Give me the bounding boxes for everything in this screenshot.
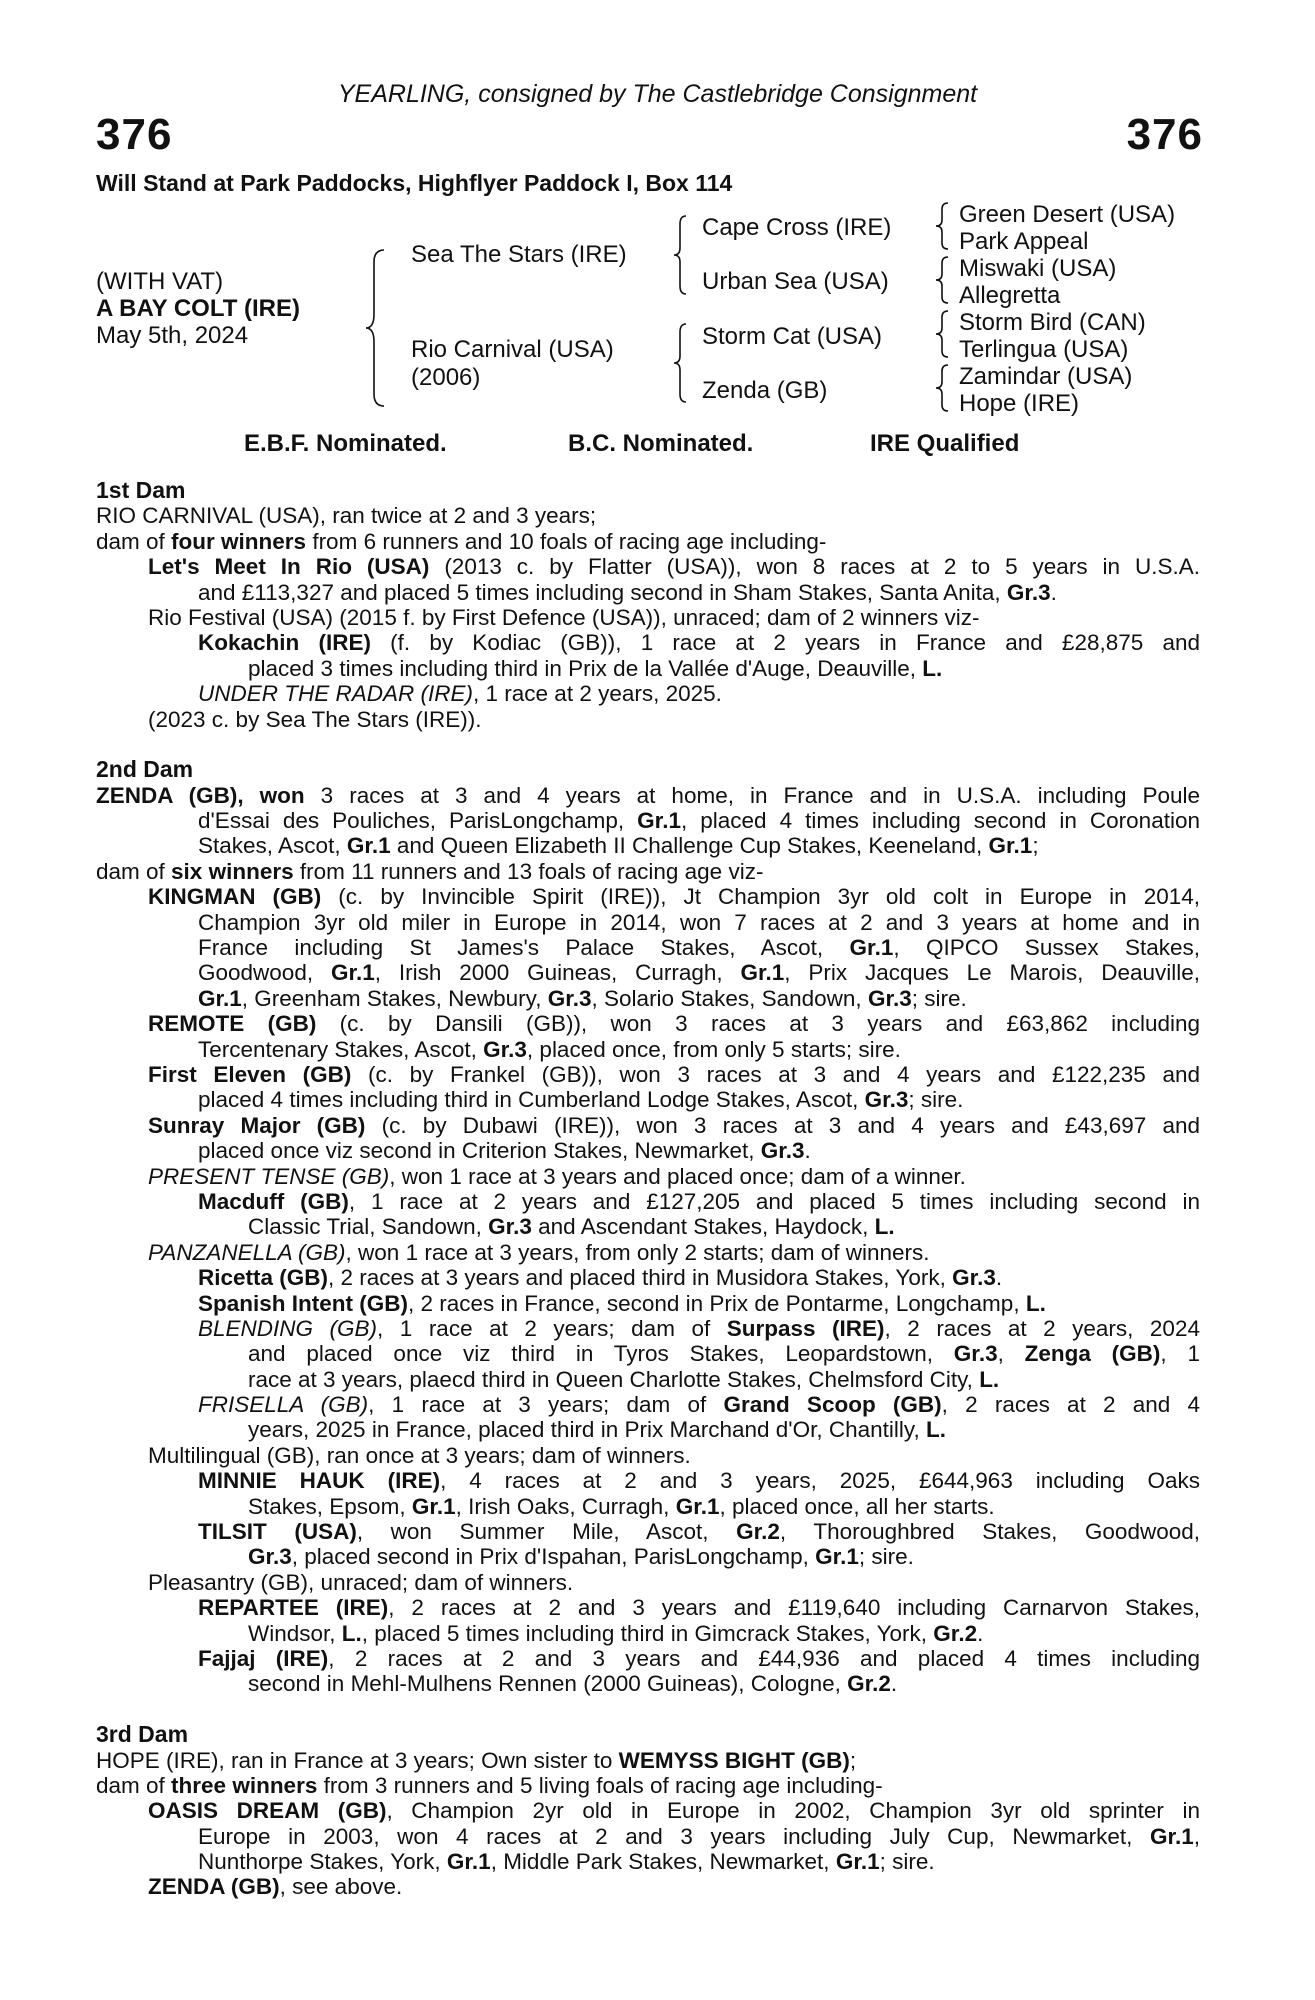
horse-name: A BAY COLT (IRE) (96, 295, 301, 322)
record-text: Nunthorpe Stakes, York, (198, 1849, 447, 1875)
record-text: Gr.3 (867, 985, 912, 1011)
record-text: , Middle Park Stakes, Newmarket, (490, 1849, 836, 1875)
record-text: WEMYSS BIGHT (GB) (618, 1747, 850, 1773)
record-text: REMOTE (GB) (148, 1011, 317, 1037)
record-text: , won 1 race at 3 years, from only 2 starts; dam of winners. (345, 1239, 930, 1265)
record-line (96, 1087, 1200, 1112)
record-text: , Champion 2yr old in Europe in 2002, Champion 3yr old sprinter in (386, 1798, 1200, 1824)
record-line (96, 529, 1200, 554)
record-text: Gr.3 (760, 1138, 805, 1164)
record-text: placed 3 times including third in Prix de la Vallée d'Auge, Deauville, (248, 655, 923, 681)
record-text: L. (922, 655, 943, 681)
record-text: L. (341, 1620, 362, 1646)
record-line (96, 1874, 1200, 1899)
record-text: , placed once, from only 5 starts; sire. (526, 1036, 901, 1062)
record-line (96, 605, 1200, 630)
record-line (96, 656, 1200, 681)
record-text: Ricetta (GB) (198, 1265, 329, 1291)
record-text: Grand Scoop (GB) (723, 1392, 942, 1418)
record-text: L. (1025, 1290, 1046, 1316)
ire-qualification: IRE Qualified (870, 430, 1020, 457)
record-text: France including St James's Palace Stakes, Ascot, (198, 935, 850, 961)
record-text: Gr.1 (446, 1849, 491, 1875)
record-text: Champion 3yr old miler in Europe in 2014, won 7 races at 2 and 3 years at home and in (198, 909, 1200, 935)
record-text: , 2 races at 2 years, 2024 (884, 1315, 1200, 1341)
record-text: , 2 races at 2 and 3 years and £119,640 including Carnarvon Stakes, (388, 1595, 1200, 1621)
record-text: d'Essai des Pouliches, ParisLongchamp, (198, 808, 638, 834)
produce-record (96, 478, 1200, 1900)
record-text: Tercentenary Stakes, Ascot, (198, 1036, 484, 1062)
record-text: Spanish Intent (GB) (198, 1290, 408, 1316)
record-text: Zenga (GB) (1024, 1341, 1161, 1367)
record-line (96, 580, 1200, 605)
record-text: (c. by Invincible Spirit (IRE)), Jt Champion 3yr old colt in Europe in 2014, (321, 884, 1200, 910)
record-text: First Eleven (GB) (148, 1061, 352, 1087)
record-line (96, 1291, 1200, 1316)
record-text: , 2 races at 3 years and placed third in Musidora Stakes, York, (328, 1265, 953, 1291)
record-text: Gr.3 (488, 1214, 532, 1240)
record-text: Gr.1 (835, 1849, 880, 1875)
record-text: ; sire. (911, 985, 967, 1011)
record-text: L. (874, 1214, 895, 1240)
section-gap (96, 732, 1200, 757)
record-text: Stakes, Epsom, (248, 1493, 412, 1519)
record-text: placed 4 times including third in Cumberland Lodge Stakes, Ascot, (198, 1087, 865, 1113)
record-text: Gr.2 (933, 1620, 978, 1646)
record-text: , (1193, 1823, 1200, 1849)
record-line (96, 1824, 1200, 1849)
record-text: , Irish 2000 Guineas, Curragh, (374, 960, 741, 986)
pedigree-sds: Miswaki (USA) (959, 255, 1117, 282)
record-line (96, 859, 1200, 884)
record-text: , Solario Stakes, Sandown, (591, 985, 868, 1011)
record-text: , 1 race at 2 years, 2025. (473, 681, 722, 707)
record-line (96, 910, 1200, 935)
record-text: Gr.3 (953, 1341, 998, 1367)
record-text: PRESENT TENSE (GB) (148, 1163, 390, 1189)
lot-number-right: 376 (1126, 110, 1203, 159)
record-text: , Prix Jacques Le Marois, Deauville, (784, 960, 1200, 986)
record-text: , Irish Oaks, Curragh, (455, 1493, 676, 1519)
record-text: . (890, 1671, 898, 1697)
pedigree-dam-dam: Zenda (GB) (702, 377, 828, 404)
record-text: Fajjaj (IRE) (198, 1645, 329, 1671)
record-text: Gr.1 (1149, 1823, 1194, 1849)
record-line (96, 1570, 1200, 1595)
record-text: , 1 race at 2 years; dam of (377, 1315, 727, 1341)
record-line (96, 1773, 1200, 1798)
record-text: Pleasantry (GB), unraced; dam of winners. (148, 1569, 574, 1595)
record-line (96, 1519, 1200, 1544)
record-text: ; (1032, 833, 1039, 859)
record-text: Gr.1 (988, 833, 1033, 859)
record-text: L. (925, 1417, 946, 1443)
record-text: , (997, 1341, 1025, 1367)
record-text: , Greenham Stakes, Newbury, (241, 985, 548, 1011)
record-text: , Thoroughbred Stakes, Goodwood, (779, 1519, 1200, 1545)
record-line (96, 1062, 1200, 1087)
record-text: (c. by Dubawi (IRE)), won 3 races at 3 and 4 years and £43,697 and (365, 1112, 1200, 1138)
pedigree-sire-sire: Cape Cross (IRE) (702, 214, 892, 241)
record-text: REPARTEE (IRE) (198, 1595, 389, 1621)
record-line (96, 1392, 1200, 1417)
record-line (96, 1367, 1200, 1392)
pedigree-dsd: Terlingua (USA) (959, 336, 1129, 363)
bc-nomination: B.C. Nominated. (568, 430, 754, 457)
pedigree-dam: Rio Carnival (USA) (411, 336, 614, 363)
pedigree-brace-main (364, 248, 386, 408)
record-text: Windsor, (248, 1620, 342, 1646)
record-text: , QIPCO Sussex Stakes, (893, 935, 1200, 961)
record-line (96, 783, 1200, 808)
record-text: 3 races at 3 and 4 years at home, in France and in U.S.A. including Poule (304, 782, 1200, 808)
record-text: Gr.2 (847, 1671, 891, 1697)
record-text: and placed once viz third in Tyros Stakes, Leopardstown, (248, 1341, 954, 1367)
record-text: and Queen Elizabeth II Challenge Cup Stakes, Keeneland, (390, 833, 989, 859)
record-text: , 1 race at 2 years and £127,205 and placed 5 times including second in (348, 1188, 1200, 1214)
section-heading: 1st Dam (96, 477, 186, 503)
record-line (96, 1037, 1200, 1062)
section-heading: 2nd Dam (96, 756, 194, 783)
record-text: from 11 runners and 13 foals of racing age viz- (293, 858, 764, 884)
lot-number-left: 376 (96, 110, 173, 159)
record-line (96, 1341, 1200, 1366)
record-text: ; sire. (879, 1849, 935, 1875)
record-text: , won 1 race at 3 years and placed once; dam of a winner. (389, 1163, 966, 1189)
record-text: Gr.1 (330, 960, 375, 986)
record-text: (c. by Dansili (GB)), won 3 races at 3 years and £63,862 including (316, 1011, 1200, 1037)
record-text: (f. by Kodiac (GB)), 1 race at 2 years in France and £28,875 and (370, 630, 1200, 656)
record-line (96, 1443, 1200, 1468)
record-text: (2023 c. by Sea The Stars (IRE)). (148, 706, 482, 732)
record-line (96, 1671, 1200, 1696)
record-line (96, 1621, 1200, 1646)
record-text: Macduff (GB) (198, 1188, 349, 1214)
record-line (96, 554, 1200, 579)
record-line (96, 503, 1200, 528)
record-text: Stakes, Ascot, (198, 833, 347, 859)
record-text: , placed 4 times including second in Coronation (680, 808, 1200, 834)
record-line (96, 1748, 1200, 1773)
record-line (96, 960, 1200, 985)
record-line (96, 884, 1200, 909)
record-line (96, 1595, 1200, 1620)
record-text: ; sire. (858, 1544, 914, 1570)
record-text: Gr.1 (849, 935, 894, 961)
record-text: . (1050, 579, 1057, 605)
record-text: (c. by Frankel (GB)), won 3 races at 3 and 4 years and £122,235 and (351, 1061, 1200, 1087)
record-text: Gr.1 (637, 808, 681, 834)
record-line (96, 1138, 1200, 1163)
pedigree-brace-ss (934, 201, 950, 251)
record-text: Europe in 2003, won 4 races at 2 and 3 years including July Cup, Newmarket, (198, 1823, 1150, 1849)
record-text: four winners (171, 528, 307, 554)
record-text: Gr.3 (952, 1265, 996, 1291)
record-text: second in Mehl-Mulhens Rennen (2000 Guineas), Cologne, (248, 1671, 848, 1697)
record-line (96, 1113, 1200, 1138)
record-text: dam of (96, 858, 172, 884)
record-text: , won Summer Mile, Ascot, (356, 1519, 737, 1545)
record-text: from 3 runners and 5 living foals of racing age including- (317, 1772, 883, 1798)
record-text: , 2 races at 2 and 4 (941, 1392, 1200, 1418)
record-text: three winners (171, 1772, 318, 1798)
record-text: , 2 races at 2 and 3 years and £44,936 and placed 4 times including (328, 1645, 1200, 1671)
record-line (96, 986, 1200, 1011)
record-text: , placed 5 times including third in Gimcrack Stakes, York, (361, 1620, 934, 1646)
ebf-nomination: E.B.F. Nominated. (244, 430, 447, 457)
record-text: OASIS DREAM (GB) (148, 1798, 387, 1824)
record-text: Gr.3 (547, 985, 592, 1011)
record-text: Gr.3 (483, 1036, 527, 1062)
record-text: ; sire. (908, 1087, 964, 1113)
pedigree-sire-dam: Urban Sea (USA) (702, 268, 889, 295)
record-line (96, 1417, 1200, 1442)
pedigree-ddd: Hope (IRE) (959, 390, 1080, 417)
record-text: Let's Meet In Rio (USA) (148, 554, 430, 580)
pedigree-brace-dam (672, 322, 688, 404)
record-text: Kokachin (IRE) (198, 630, 371, 656)
record-text: and £113,327 and placed 5 times including second in Sham Stakes, Santa Anita, (198, 579, 1007, 605)
section-heading: 3rd Dam (96, 1721, 189, 1748)
record-text: Multilingual (GB), ran once at 3 years; dam of winners. (148, 1442, 691, 1468)
record-text: . (804, 1138, 811, 1164)
record-text: L. (979, 1366, 1000, 1392)
record-text: . (995, 1265, 1003, 1291)
record-line (96, 833, 1200, 858)
vat-note: (WITH VAT) (96, 268, 224, 295)
record-text: , placed once, all her starts. (719, 1493, 995, 1519)
record-line (96, 1544, 1200, 1569)
record-line (96, 1164, 1200, 1189)
pedigree-dam-sire: Storm Cat (USA) (702, 323, 883, 350)
section-gap (96, 1697, 1200, 1722)
record-text: , 4 races at 2 and 3 years, 2025, £644,963 including Oaks (440, 1468, 1200, 1494)
record-line (96, 1011, 1200, 1036)
record-text: Gr.1 (815, 1544, 859, 1570)
record-text: TILSIT (USA) (198, 1519, 357, 1545)
record-text: , placed second in Prix d'Ispahan, ParisLongchamp, (291, 1544, 816, 1570)
record-text: Goodwood, (198, 960, 331, 986)
record-text: Gr.1 (411, 1493, 456, 1519)
pedigree-dss: Storm Bird (CAN) (959, 309, 1146, 336)
record-text: . (977, 1620, 984, 1646)
record-line (96, 707, 1200, 732)
record-text: ZENDA (GB), won (96, 782, 305, 808)
pedigree-dam-year: (2006) (411, 364, 481, 391)
pedigree-brace-dd (934, 363, 950, 413)
record-text: RIO CARNIVAL (USA), ran twice at 2 and 3 years; (96, 503, 597, 529)
pedigree-dds: Zamindar (USA) (959, 363, 1133, 390)
consignment-line: YEARLING, consigned by The Castlebridge Consignment (337, 80, 978, 108)
record-text: , 1 (1160, 1341, 1200, 1367)
record-line (96, 935, 1200, 960)
record-text: Gr.1 (740, 960, 785, 986)
record-text: , 1 race at 3 years; dam of (368, 1392, 724, 1418)
record-line (96, 1240, 1200, 1265)
record-text: Rio Festival (USA) (2015 f. by First Defence (USA)), unraced; dam of 2 winners viz- (148, 604, 980, 630)
record-text: ; (849, 1747, 857, 1773)
record-line (96, 681, 1200, 706)
record-text: Gr.3 (1006, 579, 1051, 605)
pedigree-brace-sd (934, 255, 950, 305)
record-line (96, 1722, 1200, 1747)
record-text: HOPE (IRE), ran in France at 3 years; Own sister to (96, 1747, 619, 1773)
record-text: UNDER THE RADAR (IRE) (198, 681, 474, 707)
record-text: FRISELLA (GB) (198, 1392, 369, 1418)
record-text: PANZANELLA (GB) (148, 1239, 346, 1265)
pedigree-brace-ds (934, 309, 950, 359)
record-text: from 6 runners and 10 foals of racing age including- (306, 528, 827, 554)
record-text: Gr.3 (248, 1544, 292, 1570)
record-line (96, 1316, 1200, 1341)
record-text: (2013 c. by Flatter (USA)), won 8 races at 2 to 5 years in U.S.A. (429, 554, 1200, 580)
record-text: Sunray Major (GB) (148, 1112, 366, 1138)
pedigree-sire: Sea The Stars (IRE) (411, 241, 627, 268)
record-text: Gr.3 (864, 1087, 909, 1113)
record-text: , see above. (279, 1874, 403, 1900)
record-text: Gr.2 (736, 1519, 780, 1545)
record-text: Classic Trial, Sandown, (248, 1214, 489, 1240)
record-line (96, 757, 1200, 782)
record-line (96, 630, 1200, 655)
record-text: ZENDA (GB) (148, 1874, 280, 1900)
pedigree-sdd: Allegretta (959, 282, 1061, 309)
record-text: BLENDING (GB) (198, 1315, 378, 1341)
record-text: Gr.1 (198, 985, 242, 1011)
pedigree-ssd: Park Appeal (959, 228, 1089, 255)
record-text: Surpass (IRE) (726, 1315, 885, 1341)
record-text: KINGMAN (GB) (148, 884, 322, 910)
record-line (96, 1849, 1200, 1874)
record-text: MINNIE HAUK (IRE) (198, 1468, 441, 1494)
record-line (96, 1798, 1200, 1823)
record-text: dam of (96, 1772, 172, 1798)
pedigree-brace-sire (672, 214, 688, 296)
record-line (96, 1494, 1200, 1519)
record-text: placed once viz second in Criterion Stakes, Newmarket, (198, 1138, 761, 1164)
record-text: , 2 races in France, second in Prix de Pontarme, Longchamp, (408, 1290, 1026, 1316)
record-text: race at 3 years, plaecd third in Queen Charlotte Stakes, Chelmsford City, (248, 1366, 980, 1392)
record-line (96, 1468, 1200, 1493)
record-text: Gr.1 (675, 1493, 720, 1519)
record-line (96, 478, 1200, 503)
record-line (96, 1189, 1200, 1214)
record-text: years, 2025 in France, placed third in Prix Marchand d'Or, Chantilly, (248, 1417, 926, 1443)
record-line (96, 1214, 1200, 1239)
record-line (96, 808, 1200, 833)
record-text: and Ascendant Stakes, Haydock, (531, 1214, 875, 1240)
record-text: six winners (171, 858, 294, 884)
stand-location: Will Stand at Park Paddocks, Highflyer Paddock I, Box 114 (96, 170, 733, 196)
pedigree-sss: Green Desert (USA) (959, 201, 1176, 228)
record-text: dam of (96, 528, 172, 554)
record-text: Gr.1 (346, 833, 391, 859)
horse-dob: May 5th, 2024 (96, 322, 249, 349)
record-line (96, 1265, 1200, 1290)
record-line (96, 1646, 1200, 1671)
